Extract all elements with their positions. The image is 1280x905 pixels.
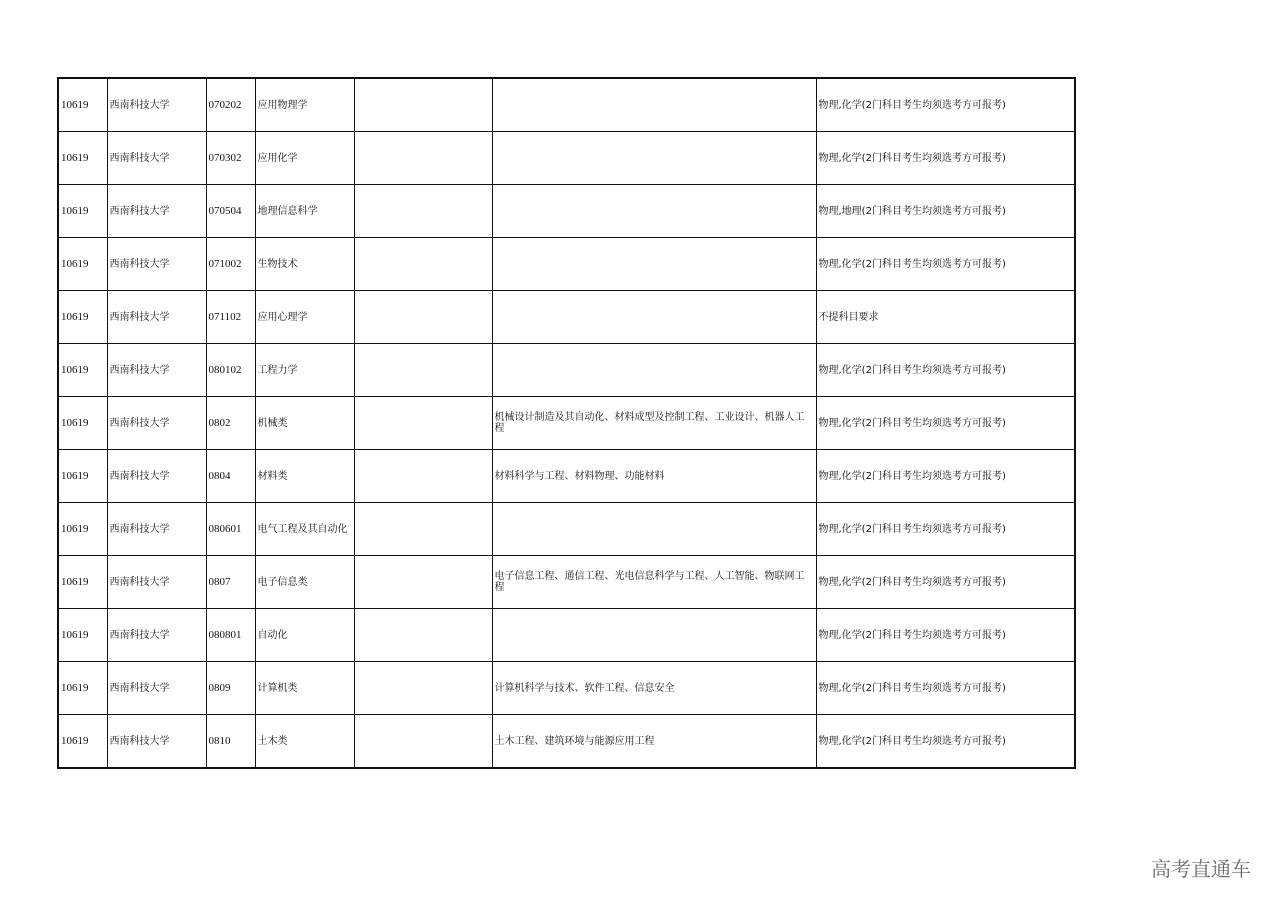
- major-name-cell: 应用物理学: [255, 78, 354, 132]
- major-code-cell: 070302: [206, 132, 255, 185]
- school-name-cell: 西南科技大学: [107, 132, 206, 185]
- subject-requirement-cell: 物理,化学(2门科目考生均须选考方可报考): [816, 609, 1075, 662]
- subject-requirement-cell: 物理,化学(2门科目考生均须选考方可报考): [816, 397, 1075, 450]
- subject-requirement-cell: 物理,化学(2门科目考生均须选考方可报考): [816, 662, 1075, 715]
- major-code-cell: 080801: [206, 609, 255, 662]
- major-name-cell: 应用化学: [255, 132, 354, 185]
- included-majors-cell: 计算机科学与技术、软件工程、信息安全: [492, 662, 816, 715]
- major-name-cell: 计算机类: [255, 662, 354, 715]
- school-name-cell: 西南科技大学: [107, 238, 206, 291]
- major-code-cell: 070504: [206, 185, 255, 238]
- school-code-cell: 10619: [58, 715, 107, 769]
- major-name-cell: 自动化: [255, 609, 354, 662]
- major-name-cell: 土木类: [255, 715, 354, 769]
- school-name-cell: 西南科技大学: [107, 344, 206, 397]
- included-majors-cell: 机械设计制造及其自动化、材料成型及控制工程、工业设计、机器人工程: [492, 397, 816, 450]
- subject-requirement-cell: 物理,化学(2门科目考生均须选考方可报考): [816, 344, 1075, 397]
- major-code-cell: 0804: [206, 450, 255, 503]
- school-code-cell: 10619: [58, 344, 107, 397]
- major-name-cell: 地理信息科学: [255, 185, 354, 238]
- included-majors-cell: [492, 78, 816, 132]
- school-code-cell: 10619: [58, 609, 107, 662]
- included-majors-cell: [492, 132, 816, 185]
- school-code-cell: 10619: [58, 450, 107, 503]
- major-name-cell: 应用心理学: [255, 291, 354, 344]
- school-code-cell: 10619: [58, 397, 107, 450]
- school-name-cell: 西南科技大学: [107, 503, 206, 556]
- included-majors-cell: [492, 291, 816, 344]
- major-code-cell: 071102: [206, 291, 255, 344]
- school-code-cell: 10619: [58, 78, 107, 132]
- note-cell: [354, 238, 492, 291]
- included-majors-cell: [492, 185, 816, 238]
- school-code-cell: 10619: [58, 556, 107, 609]
- school-name-cell: 西南科技大学: [107, 609, 206, 662]
- note-cell: [354, 503, 492, 556]
- table-body: [58, 78, 1075, 768]
- school-code-cell: 10619: [58, 238, 107, 291]
- table-row: [58, 556, 1075, 609]
- major-name-cell: 材料类: [255, 450, 354, 503]
- subject-requirement-cell: 物理,地理(2门科目考生均须选考方可报考): [816, 185, 1075, 238]
- table-row: [58, 78, 1075, 132]
- note-cell: [354, 662, 492, 715]
- major-name-cell: 工程力学: [255, 344, 354, 397]
- major-name-cell: 生物技术: [255, 238, 354, 291]
- note-cell: [354, 556, 492, 609]
- major-code-cell: 070202: [206, 78, 255, 132]
- school-code-cell: 10619: [58, 185, 107, 238]
- table-row: [58, 344, 1075, 397]
- included-majors-cell: 土木工程、建筑环境与能源应用工程: [492, 715, 816, 769]
- school-name-cell: 西南科技大学: [107, 78, 206, 132]
- included-majors-cell: [492, 238, 816, 291]
- major-name-cell: 机械类: [255, 397, 354, 450]
- subject-requirement-cell: 物理,化学(2门科目考生均须选考方可报考): [816, 450, 1075, 503]
- note-cell: [354, 344, 492, 397]
- major-code-cell: 0807: [206, 556, 255, 609]
- table-row: [58, 662, 1075, 715]
- table-row: [58, 503, 1075, 556]
- major-code-cell: 071002: [206, 238, 255, 291]
- watermark-logo: 高考直通车: [1151, 857, 1251, 881]
- major-code-cell: 080102: [206, 344, 255, 397]
- school-name-cell: 西南科技大学: [107, 556, 206, 609]
- table-row: [58, 450, 1075, 503]
- note-cell: [354, 185, 492, 238]
- included-majors-cell: 材料科学与工程、材料物理、功能材料: [492, 450, 816, 503]
- major-code-cell: 0809: [206, 662, 255, 715]
- note-cell: [354, 397, 492, 450]
- major-name-cell: 电气工程及其自动化: [255, 503, 354, 556]
- note-cell: [354, 715, 492, 769]
- subject-requirement-cell: 物理,化学(2门科目考生均须选考方可报考): [816, 78, 1075, 132]
- major-name-cell: 电子信息类: [255, 556, 354, 609]
- major-code-cell: 0802: [206, 397, 255, 450]
- table-row: [58, 609, 1075, 662]
- subject-requirement-cell: 物理,化学(2门科目考生均须选考方可报考): [816, 503, 1075, 556]
- included-majors-cell: [492, 344, 816, 397]
- subject-requirement-cell: 物理,化学(2门科目考生均须选考方可报考): [816, 715, 1075, 769]
- note-cell: [354, 132, 492, 185]
- subject-requirement-cell: 物理,化学(2门科目考生均须选考方可报考): [816, 132, 1075, 185]
- note-cell: [354, 450, 492, 503]
- school-name-cell: 西南科技大学: [107, 450, 206, 503]
- subject-requirement-cell: 不提科目要求: [816, 291, 1075, 344]
- included-majors-cell: [492, 503, 816, 556]
- major-code-cell: 080601: [206, 503, 255, 556]
- table-row: [58, 238, 1075, 291]
- school-code-cell: 10619: [58, 291, 107, 344]
- table-row: [58, 185, 1075, 238]
- table-row: [58, 715, 1075, 769]
- included-majors-cell: [492, 609, 816, 662]
- note-cell: [354, 78, 492, 132]
- note-cell: [354, 609, 492, 662]
- school-name-cell: 西南科技大学: [107, 397, 206, 450]
- school-name-cell: 西南科技大学: [107, 715, 206, 769]
- table-row: [58, 397, 1075, 450]
- subject-requirement-cell: 物理,化学(2门科目考生均须选考方可报考): [816, 556, 1075, 609]
- subject-requirement-cell: 物理,化学(2门科目考生均须选考方可报考): [816, 238, 1075, 291]
- school-code-cell: 10619: [58, 662, 107, 715]
- note-cell: [354, 291, 492, 344]
- school-code-cell: 10619: [58, 503, 107, 556]
- school-name-cell: 西南科技大学: [107, 662, 206, 715]
- school-code-cell: 10619: [58, 132, 107, 185]
- major-code-cell: 0810: [206, 715, 255, 769]
- table-row: [58, 132, 1075, 185]
- subject-requirement-table: [57, 77, 1076, 769]
- table-row: [58, 291, 1075, 344]
- school-name-cell: 西南科技大学: [107, 291, 206, 344]
- included-majors-cell: 电子信息工程、通信工程、光电信息科学与工程、人工智能、物联网工程: [492, 556, 816, 609]
- school-name-cell: 西南科技大学: [107, 185, 206, 238]
